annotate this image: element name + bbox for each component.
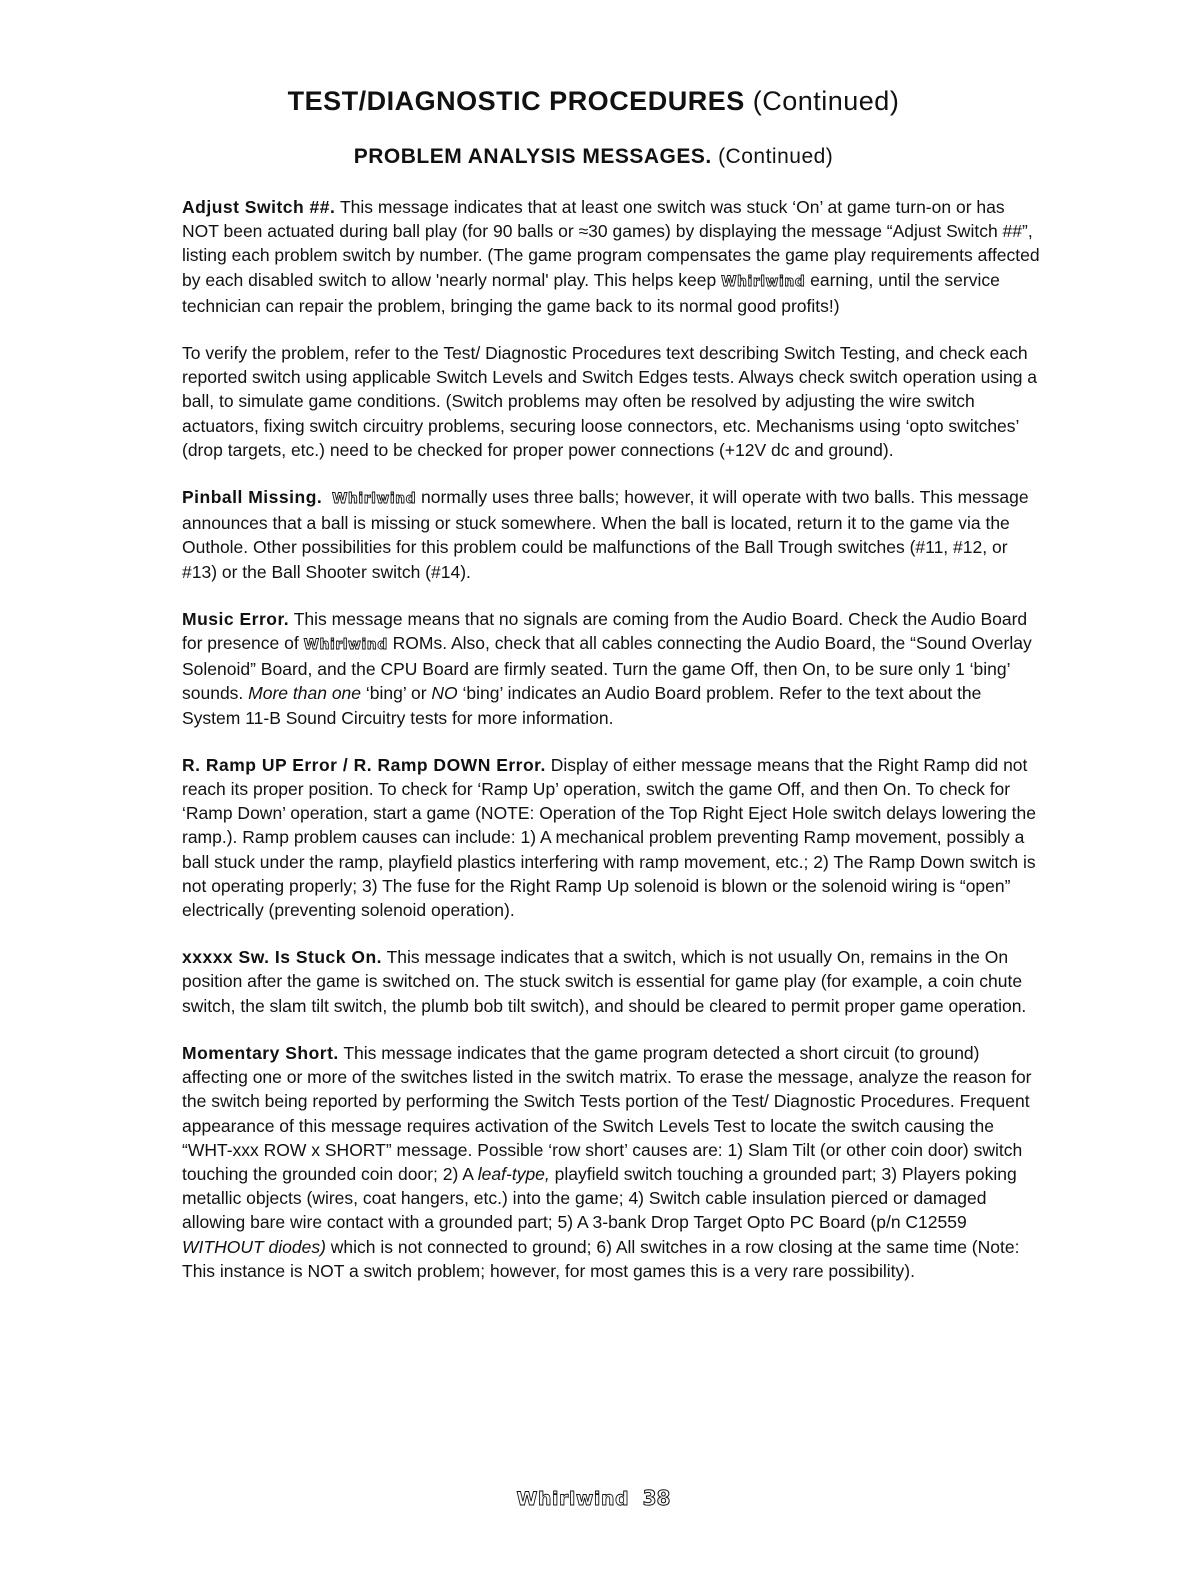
page-title: TEST/DIAGNOSTIC PROCEDURES (Continued) — [287, 86, 900, 116]
term-adjust-switch: Adjust Switch ##. — [182, 197, 336, 217]
subtitle-continued: (Continued) — [718, 145, 834, 168]
whirlwind-logo-text: Whirlwind — [331, 491, 417, 508]
page-footer — [0, 1486, 1187, 1511]
term-pinball-missing: Pinball Missing. — [182, 487, 323, 508]
whirlwind-logo-text: Whirlwind — [516, 1488, 630, 1510]
paragraph-verify: To verify the problem, refer to the Test/ Diagnostic Procedures text describing Switch Testing, and check each reported switch using applicable Switch Levels and Switch Edges tests. Always check switch operation using a ball, to simulate game conditions. (Switch problems may often be resolved by adjusting the wire switch actuators, fixing switch circuitry problems, securing loose connectors, etc. Mechanisms using ‘opto switches’ (drop targets, etc.) need to be checked for proper power connections (+12V dc and ground). — [182, 343, 1038, 460]
paragraph-switch-stuck: xxxxx Sw. Is Stuck On. This message indicates that a switch, which is not usually On, remains in the On position after the game is switched on. The stuck switch is essential for game play (for example, a coin chute switch, the slam tilt switch, the plumb bob tilt switch), and should be cleared to permit proper game operation. — [182, 947, 1027, 1016]
page-subtitle: PROBLEM ANALYSIS MESSAGES. (Continued) — [353, 145, 834, 168]
title-continued: (Continued) — [752, 86, 900, 116]
paragraph-pinball-missing: Pinball Missing. Whirlwind normally uses three balls; however, it will operate with two balls. This message announces that a ball is missing or stuck somewhere. When the ball is located, return it to the game via the Outhole. Other possibilities for this problem could be malfunctions of the Ball Trough switches (#11, #12, or #13) or the Ball Shooter switch (#14). — [182, 487, 1029, 582]
term-momentary-short: Momentary Short. — [182, 1042, 339, 1063]
paragraph-adjust-switch: Adjust Switch ##. This message indicates that at least one switch was stuck ‘On’ at game turn-on or has NOT been actuated during ball play (for 90 balls or ≈30 games) by displaying the message “Adjust Switch ##”, listing each problem switch by number. (The game program compensates the game play requirements affected by each disabled switch to allow 'nearly normal' play. This helps keep Whirlwind earning, until the service technician can repair the problem, bringing the game back to its normal good profits!) — [182, 197, 1040, 316]
term-ramp-error: R. Ramp UP Error / R. Ramp DOWN Error. — [182, 754, 546, 775]
body-text — [182, 195, 1040, 1306]
term-switch-stuck: xxxxx Sw. Is Stuck On. — [182, 947, 383, 968]
term-music-error: Music Error. — [182, 608, 290, 629]
paragraph-ramp-error: R. Ramp UP Error / R. Ramp DOWN Error. Display of either message means that the Right Ramp did not reach its proper position. To check for ‘Ramp Up’ operation, switch the game Off, and then On. To check for ‘Ramp Down’ operation, start a game (NOTE: Operation of the Top Right Eject Hole switch delays lowering the ramp.). Ramp problem causes can include: 1) A mechanical problem preventing Ramp movement, possibly a ball stuck under the ramp, playfield plastics interfering with ramp movement, etc.; 2) The Ramp Down switch is not operating properly; 3) The fuse for the Right Ramp Up solenoid is blown or the solenoid wiring is “open” electrically (preventing solenoid operation). — [182, 754, 1037, 921]
paragraph-momentary-short: Momentary Short. This message indicates that the game program detected a short circuit (to ground) affecting one or more of the switches listed in the switch matrix. To erase the message, analyze the reason for the switch being reported by performing the Switch Tests portion of the Test/ Diagnostic Procedures. Frequent appearance of this message requires activation of the Switch Levels Test to locate the switch causing the “WHT-xxx ROW x SHORT” message. Possible ‘row short’ causes are: 1) Slam Tilt (or other coin door) switch touching the grounded coin door; 2) A leaf-type, playfield switch touching a grounded part; 3) Players poking metallic objects (wires, coat hangers, etc.) into the game; 4) Switch cable insulation pierced or damaged allowing bare wire contact with a grounded part; 5) A 3-bank Drop Target Opto PC Board (p/n C12559 WITHOUT diodes) which is not connected to ground; 6) All switches in a row closing at the same time (Note: This instance is NOT a switch problem; however, for most games this is a very rare possibility). — [182, 1042, 1032, 1281]
page-number: 38 — [642, 1486, 671, 1510]
whirlwind-logo-text: Whirlwind — [303, 637, 388, 654]
whirlwind-logo-text: Whirlwind — [721, 273, 806, 290]
paragraph-music-error: Music Error. This message means that no signals are coming from the Audio Board. Check the Audio Board for presence of Whirlwind ROMs. Also, check that all cables connecting the Audio Board, the “Sound Overlay Solenoid” Board, and the CPU Board are firmly seated. Turn the game Off, then On, to be sure only 1 ‘bing’ sounds. More than one ‘bing’ or NO ‘bing’ indicates an Audio Board problem. Refer to the text about the System 11-B Sound Circuitry tests for more information. — [182, 608, 1032, 728]
